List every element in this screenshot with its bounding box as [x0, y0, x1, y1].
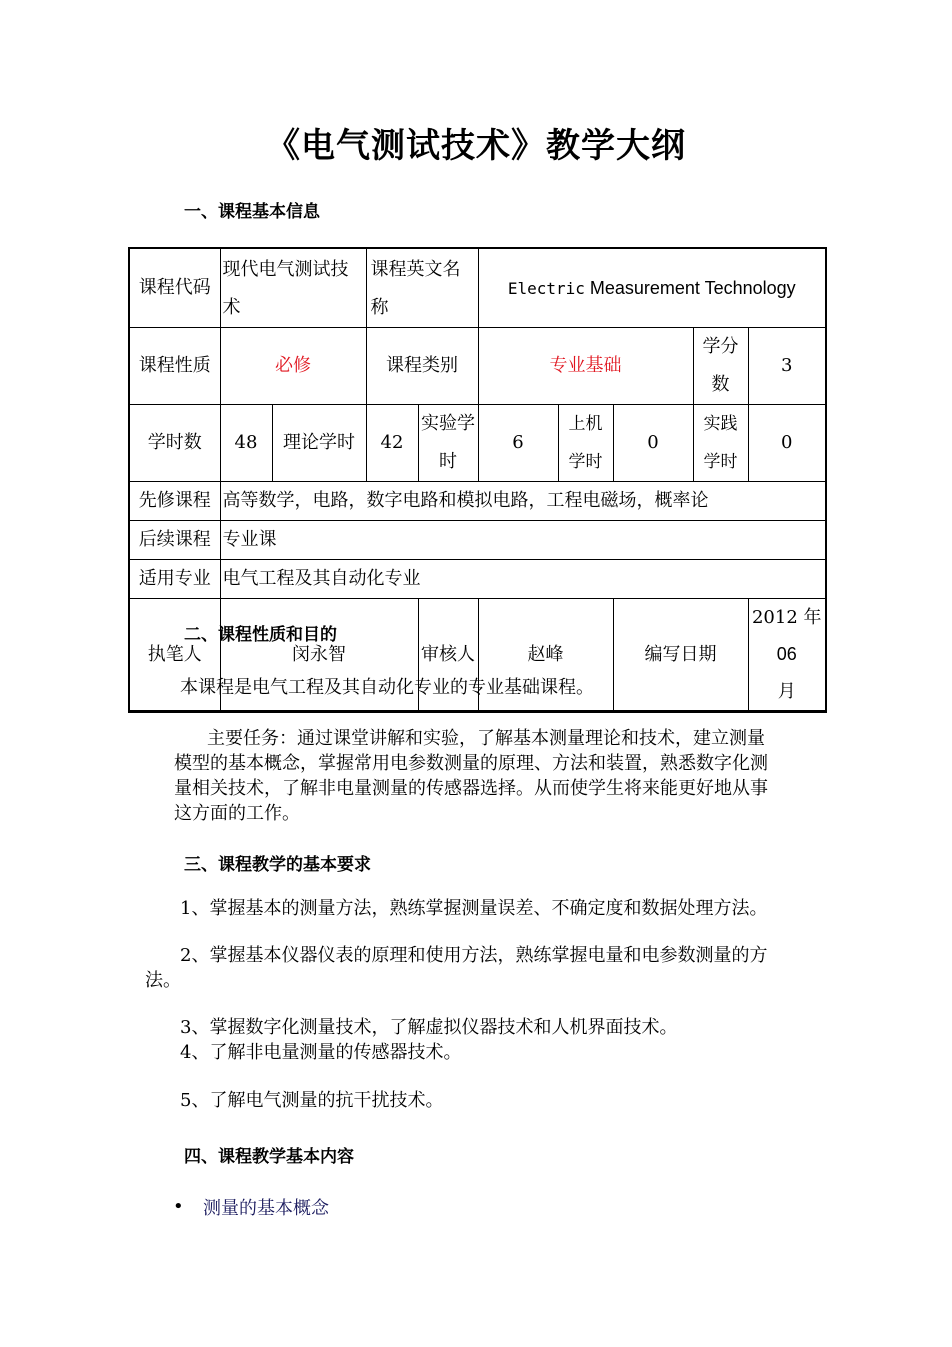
requirement-4: 4、了解非电量测量的传感器技术。	[180, 1042, 462, 1063]
table-row	[129, 328, 826, 405]
author-label: 执笔人	[129, 599, 220, 712]
table-row	[129, 405, 826, 482]
follow-up-value: 专业课	[220, 521, 826, 560]
author-value: 闵永智	[220, 599, 418, 712]
reviewer-value: 赵峰	[478, 599, 613, 712]
computer-hours-label: 上机学时	[558, 405, 613, 482]
content-list-item: 测量的基本概念	[203, 1198, 329, 1219]
hours-value: 48	[220, 405, 272, 482]
requirement-3: 3、掌握数字化测量技术，了解虚拟仪器技术和人机界面技术。	[180, 1017, 678, 1038]
date-value	[748, 599, 826, 712]
course-category-value: 专业基础	[478, 328, 693, 405]
section-heading-nature-purpose: 二、课程性质和目的	[184, 625, 337, 645]
table-row	[129, 248, 826, 328]
theory-hours-value: 42	[366, 405, 418, 482]
applicable-major-value: 电气工程及其自动化专业	[220, 560, 826, 599]
follow-up-label: 后续课程	[129, 521, 220, 560]
computer-hours-value: 0	[613, 405, 693, 482]
applicable-major-label: 适用专业	[129, 560, 220, 599]
requirement-2-line-1: 2、掌握基本仪器仪表的原理和使用方法，熟练掌握电量和电参数测量的方	[180, 945, 768, 966]
section-heading-basic-info: 一、课程基本信息	[184, 202, 320, 222]
course-category-label: 课程类别	[366, 328, 478, 405]
english-name-label: 课程英文名称	[366, 248, 478, 328]
credits-value: 3	[748, 328, 826, 405]
section-heading-requirements: 三、课程教学的基本要求	[184, 855, 371, 875]
prerequisites-label: 先修课程	[129, 482, 220, 521]
course-code-value: 现代电气测试技术	[220, 248, 366, 328]
course-code-label: 课程代码	[129, 248, 220, 328]
paragraph-task-line-4: 这方面的工作。	[174, 803, 300, 824]
lab-hours-label: 实验学时	[418, 405, 478, 482]
paragraph-course-intro: 本课程是电气工程及其自动化专业的专业基础课程。	[180, 677, 594, 698]
bullet-dot-icon: •	[173, 1196, 184, 1217]
table-row	[129, 521, 826, 560]
course-nature-value: 必修	[220, 328, 366, 405]
paragraph-task-line-3: 量相关技术，了解非电量测量的传感器选择。从而使学生将来能更好地从事	[174, 778, 768, 799]
theory-hours-label: 理论学时	[272, 405, 366, 482]
section-heading-content: 四、课程教学基本内容	[184, 1147, 354, 1167]
credits-label: 学分数	[693, 328, 748, 405]
english-name-prefix: Electric	[507, 278, 585, 298]
requirement-1: 1、掌握基本的测量方法，熟练掌握测量误差、不确定度和数据处理方法。	[180, 898, 768, 919]
practice-hours-value: 0	[748, 405, 826, 482]
lab-hours-value: 6	[478, 405, 558, 482]
date-year: 2012 年	[751, 607, 822, 628]
table-row	[129, 482, 826, 521]
english-name-rest: Measurement Technology	[584, 277, 796, 298]
reviewer-label: 审核人	[418, 599, 478, 712]
paragraph-task-line-2: 模型的基本概念，掌握常用电参数测量的原理、方法和装置，熟悉数字化测	[174, 753, 768, 774]
hours-label: 学时数	[129, 405, 220, 482]
english-name-value	[478, 248, 826, 328]
practice-hours-label: 实践学时	[693, 405, 748, 482]
date-month: 06	[776, 644, 797, 664]
prerequisites-value: 高等数学，电路，数字电路和模拟电路，工程电磁场，概率论	[220, 482, 826, 521]
paragraph-task-line-1: 主要任务：通过课堂讲解和实验，了解基本测量理论和技术，建立测量	[207, 728, 765, 749]
course-nature-label: 课程性质	[129, 328, 220, 405]
document-title: 《电气测试技术》教学大纲	[266, 126, 686, 166]
date-label: 编写日期	[613, 599, 748, 712]
requirement-2-line-2: 法。	[145, 970, 181, 991]
date-unit: 月	[777, 681, 796, 702]
table-row	[129, 560, 826, 599]
requirement-5: 5、了解电气测量的抗干扰技术。	[180, 1090, 444, 1111]
